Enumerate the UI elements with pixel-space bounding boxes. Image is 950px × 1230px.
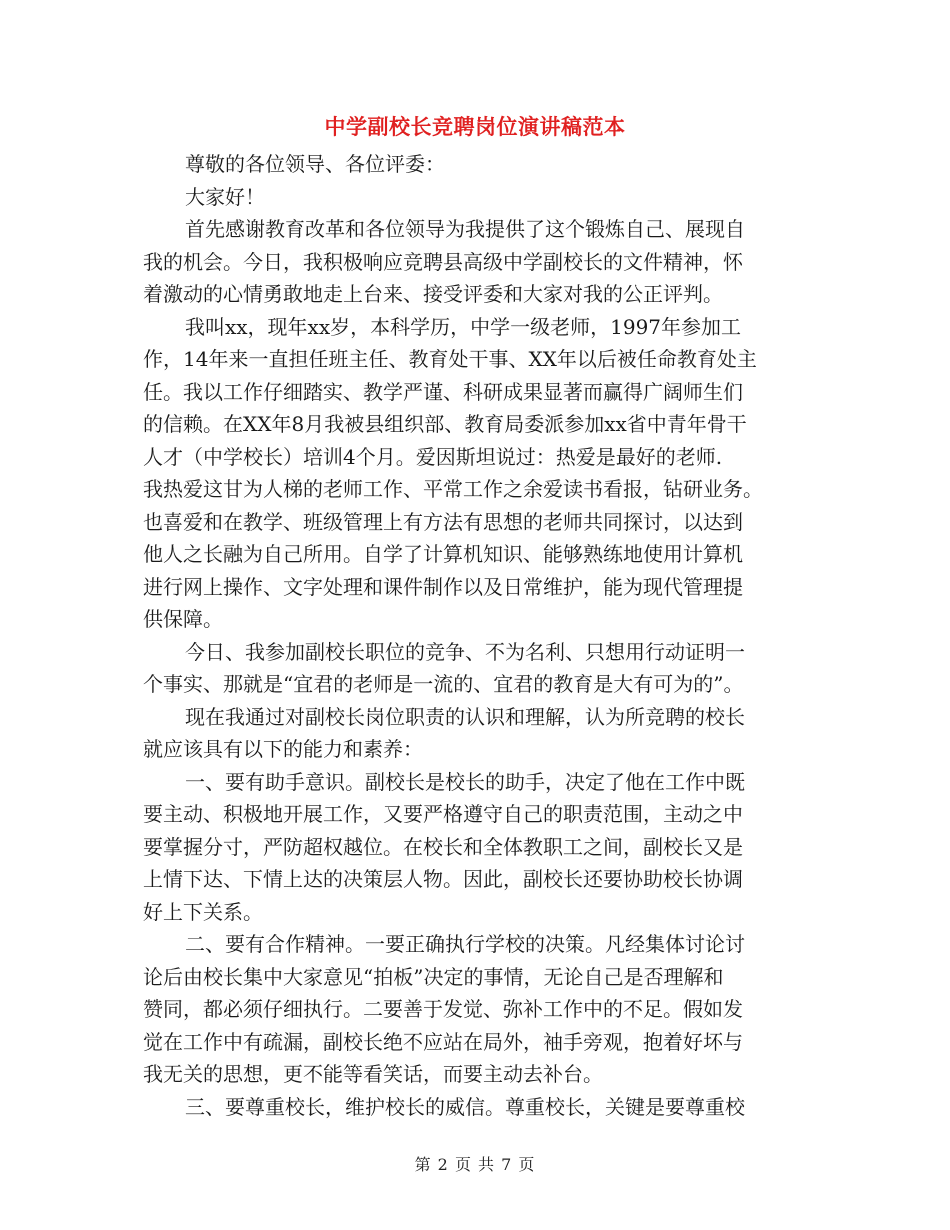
text-line: 也喜爱和在教学、班级管理上有方法有思想的老师共同探讨，以达到 [143,509,743,534]
text-line: 我无关的思想，更不能等看笑话，而要主动去补台。 [143,1062,603,1086]
text-line: 二、要有合作精神。一要正确执行学校的决策。凡经集体讨论讨 [185,932,745,956]
text-line: 一、要有助手意识。副校长是校长的助手，决定了他在工作中既 [185,769,745,794]
text-line: 三、要尊重校长，维护校长的威信。尊重校长，关键是要尊重校 [185,1094,745,1119]
text-line: 觉在工作中有疏漏，副校长绝不应站在局外，袖手旁观，抱着好坏与 [143,1029,743,1054]
text-line: 现在我通过对副校长岗位职责的认识和理解，认为所竞聘的校长 [185,704,745,729]
text-line: 供保障。 [143,607,223,631]
text-line: 赞同，都必须仔细执行。二要善于发觉、弥补工作中的不足。假如发 [143,997,743,1021]
text-line: 作，14年来一直担任班主任、教育处干事、XX年以后被任命教育处主 [143,347,757,371]
page-footer: 第 2 页 共 7 页 [414,1155,536,1174]
text-line: 今日、我参加副校长职位的竞争、不为名利、只想用行动证明一 [185,639,745,664]
text-line: 的信赖。在XX年8月我被县组织部、教育局委派参加xx省中青年骨干 [143,412,747,436]
text-line: 好上下关系。 [143,899,263,924]
text-line: 首先感谢教育改革和各位领导为我提供了这个锻炼自己、展现自 [185,217,745,241]
text-line: 着激动的心情勇敢地走上台来、接受评委和大家对我的公正评判。 [143,282,723,306]
text-line: 就应该具有以下的能力和素养： [143,737,423,761]
document-body [143,148,813,1123]
text-line: 要掌握分寸，严防超权越位。在校长和全体教职工之间，副校长又是 [143,834,743,859]
text-line: 大家好！ [185,184,265,209]
text-line: 论后由校长集中大家意见“拍板”决定的事情，无论自己是否理解和 [143,964,724,989]
text-line: 我叫xx，现年xx岁，本科学历，中学一级老师，1997年参加工 [185,314,742,339]
document-title: 中学副校长竞聘岗位演讲稿范本 [324,114,626,139]
text-line: 要主动、积极地开展工作，又要严格遵守自己的职责范围，主动之中 [143,802,743,826]
text-line: 上情下达、下情上达的决策层人物。因此，副校长还要协助校长协调 [143,867,743,891]
text-line: 他人之长融为自己所用。自学了计算机知识、能够熟练地使用计算机 [143,542,743,566]
text-line: 任。我以工作仔细踏实、教学严谨、科研成果显著而赢得广阔师生们 [143,379,743,404]
text-line: 我热爱这甘为人梯的老师工作、平常工作之余爱读书看报，钻研业务。 [143,477,763,501]
text-line: 人才（中学校长）培训4个月。爱因斯坦说过：热爱是最好的老师. [143,444,723,469]
text-line: 进行网上操作、文字处理和课件制作以及日常维护，能为现代管理提 [143,574,743,599]
text-line: 尊敬的各位领导、各位评委： [185,152,445,176]
text-line: 我的机会。今日，我积极响应竞聘县高级中学副校长的文件精神，怀 [143,249,743,274]
text-line: 个事实、那就是“宜君的老师是一流的、宜君的教育是大有可为的”。 [143,672,744,696]
